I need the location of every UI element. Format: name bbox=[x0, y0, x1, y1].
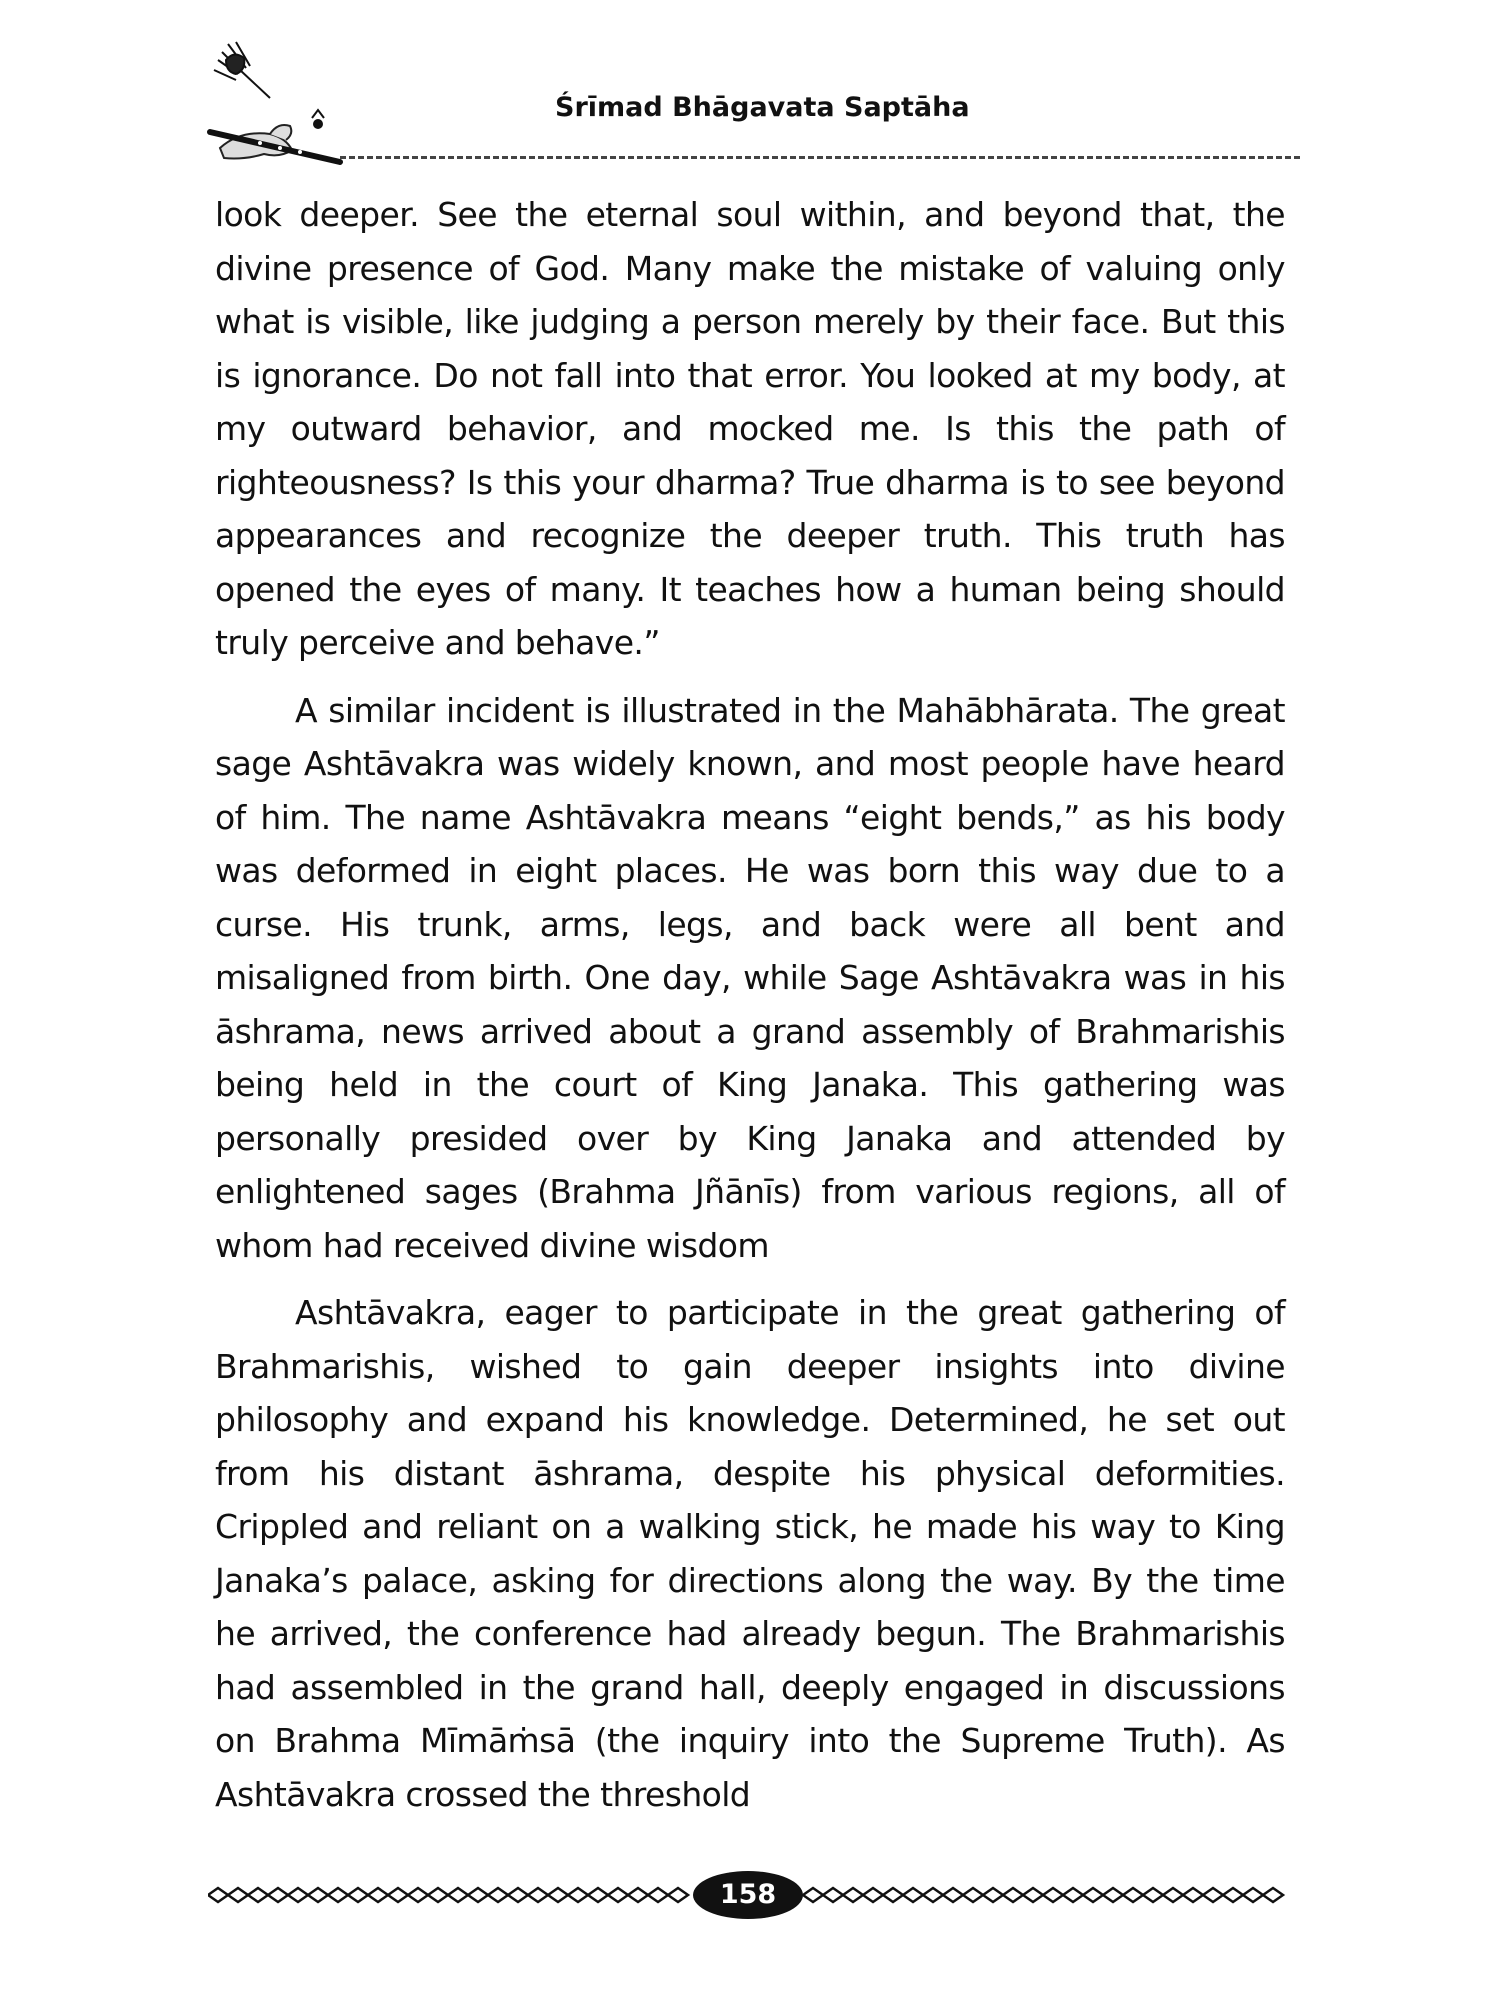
page-footer bbox=[208, 1866, 1288, 1926]
diamond-link bbox=[863, 1888, 883, 1902]
diamond-link bbox=[1183, 1888, 1203, 1902]
diamond-link bbox=[963, 1888, 983, 1902]
diamond-link bbox=[568, 1888, 588, 1902]
diamond-link bbox=[1063, 1888, 1083, 1902]
diamond-link bbox=[1103, 1888, 1123, 1902]
page-header bbox=[200, 30, 1300, 180]
diamond-link bbox=[408, 1888, 428, 1902]
diamond-link bbox=[803, 1888, 823, 1902]
paragraph-ashtavakra-journey: Ashtāvakra, eager to participate in the great gathering of Brahmarishis, wished to gain deeper insights into divine philosophy and expand his knowledge. Determined, he set out from his distant āshrama, despite his physical deformities. Crippled and reliant on a walking stick, he made his way to King Janaka’s palace, asking for directions along the way. By the time he arrived, the conference had already begun. The Brahmarishis had assembled in the grand hall, deeply engaged in discussions on Brahma Mīmāṁsā (the inquiry into the Supreme Truth). As Ashtāvakra crossed the threshold bbox=[215, 1293, 1285, 1814]
diamond-link bbox=[428, 1888, 448, 1902]
diamond-link bbox=[608, 1888, 628, 1902]
diamond-link bbox=[228, 1888, 248, 1902]
diamond-link bbox=[943, 1888, 963, 1902]
diamond-link bbox=[448, 1888, 468, 1902]
diamond-link bbox=[1163, 1888, 1183, 1902]
diamond-chain-right bbox=[803, 1888, 1283, 1902]
diamond-link bbox=[268, 1888, 288, 1902]
page-number: 158 bbox=[719, 1879, 777, 1910]
diamond-link bbox=[388, 1888, 408, 1902]
header-divider bbox=[340, 156, 1300, 159]
diamond-link bbox=[1043, 1888, 1063, 1902]
diamond-link bbox=[248, 1888, 268, 1902]
diamond-link bbox=[1243, 1888, 1263, 1902]
diamond-link bbox=[1203, 1888, 1223, 1902]
diamond-link bbox=[1083, 1888, 1103, 1902]
diamond-link bbox=[648, 1888, 668, 1902]
diamond-link bbox=[468, 1888, 488, 1902]
diamond-link bbox=[1123, 1888, 1143, 1902]
diamond-link bbox=[288, 1888, 308, 1902]
diamond-link bbox=[488, 1888, 508, 1902]
diamond-link bbox=[903, 1888, 923, 1902]
diamond-link bbox=[1143, 1888, 1163, 1902]
diamond-link bbox=[1023, 1888, 1043, 1902]
paragraph-mahabharata: A similar incident is illustrated in the Mahābhārata. The great sage Ashtāvakra was widely known, and most people have heard of him. The name Ashtāvakra means “eight bends,” as his body was deformed in eight places. He was born this way due to a curse. His trunk, arms, legs, and back were all bent and misaligned from birth. One day, while Sage Ashtāvakra was in his āshrama, news arrived about a grand assembly of Brahmarishis being held in the court of King Janaka. This gathering was personally presided over by King Janaka and attended by enlightened sages (Brahma Jñānīs) from various regions, all of whom had received divine wisdom bbox=[215, 690, 1285, 1265]
paragraph-continuation: look deeper. See the eternal soul within, and beyond that, the divine presence of God. Many make the mistake of valuing only what is visible, like judging a person merely by their face. But this is ignorance. Do not fall into that error. You looked at my body, at my outward behavior, and mocked me. Is this the path of righteousness? Is this your dharma? True dharma is to see beyond appearances and recognize the deeper truth. This truth has opened the eyes of many. It teaches how a human being should truly perceive and behave.” bbox=[215, 195, 1285, 662]
flute-feather-icon bbox=[200, 30, 360, 180]
diamond-link bbox=[1003, 1888, 1023, 1902]
book-title: Śrīmad Bhāgavata Saptāha bbox=[555, 92, 970, 123]
diamond-link bbox=[883, 1888, 903, 1902]
diamond-link bbox=[823, 1888, 843, 1902]
diamond-chain-left bbox=[208, 1888, 688, 1902]
diamond-link bbox=[843, 1888, 863, 1902]
diamond-link bbox=[368, 1888, 388, 1902]
diamond-link bbox=[548, 1888, 568, 1902]
diamond-link bbox=[308, 1888, 328, 1902]
page-body bbox=[215, 188, 1285, 1835]
diamond-link bbox=[1223, 1888, 1243, 1902]
diamond-link bbox=[1263, 1888, 1283, 1902]
diamond-link bbox=[348, 1888, 368, 1902]
diamond-link bbox=[528, 1888, 548, 1902]
diamond-link bbox=[983, 1888, 1003, 1902]
diamond-link bbox=[668, 1888, 688, 1902]
diamond-link bbox=[328, 1888, 348, 1902]
diamond-link bbox=[923, 1888, 943, 1902]
diamond-link bbox=[588, 1888, 608, 1902]
diamond-link bbox=[208, 1888, 228, 1902]
diamond-link bbox=[628, 1888, 648, 1902]
diamond-link bbox=[508, 1888, 528, 1902]
